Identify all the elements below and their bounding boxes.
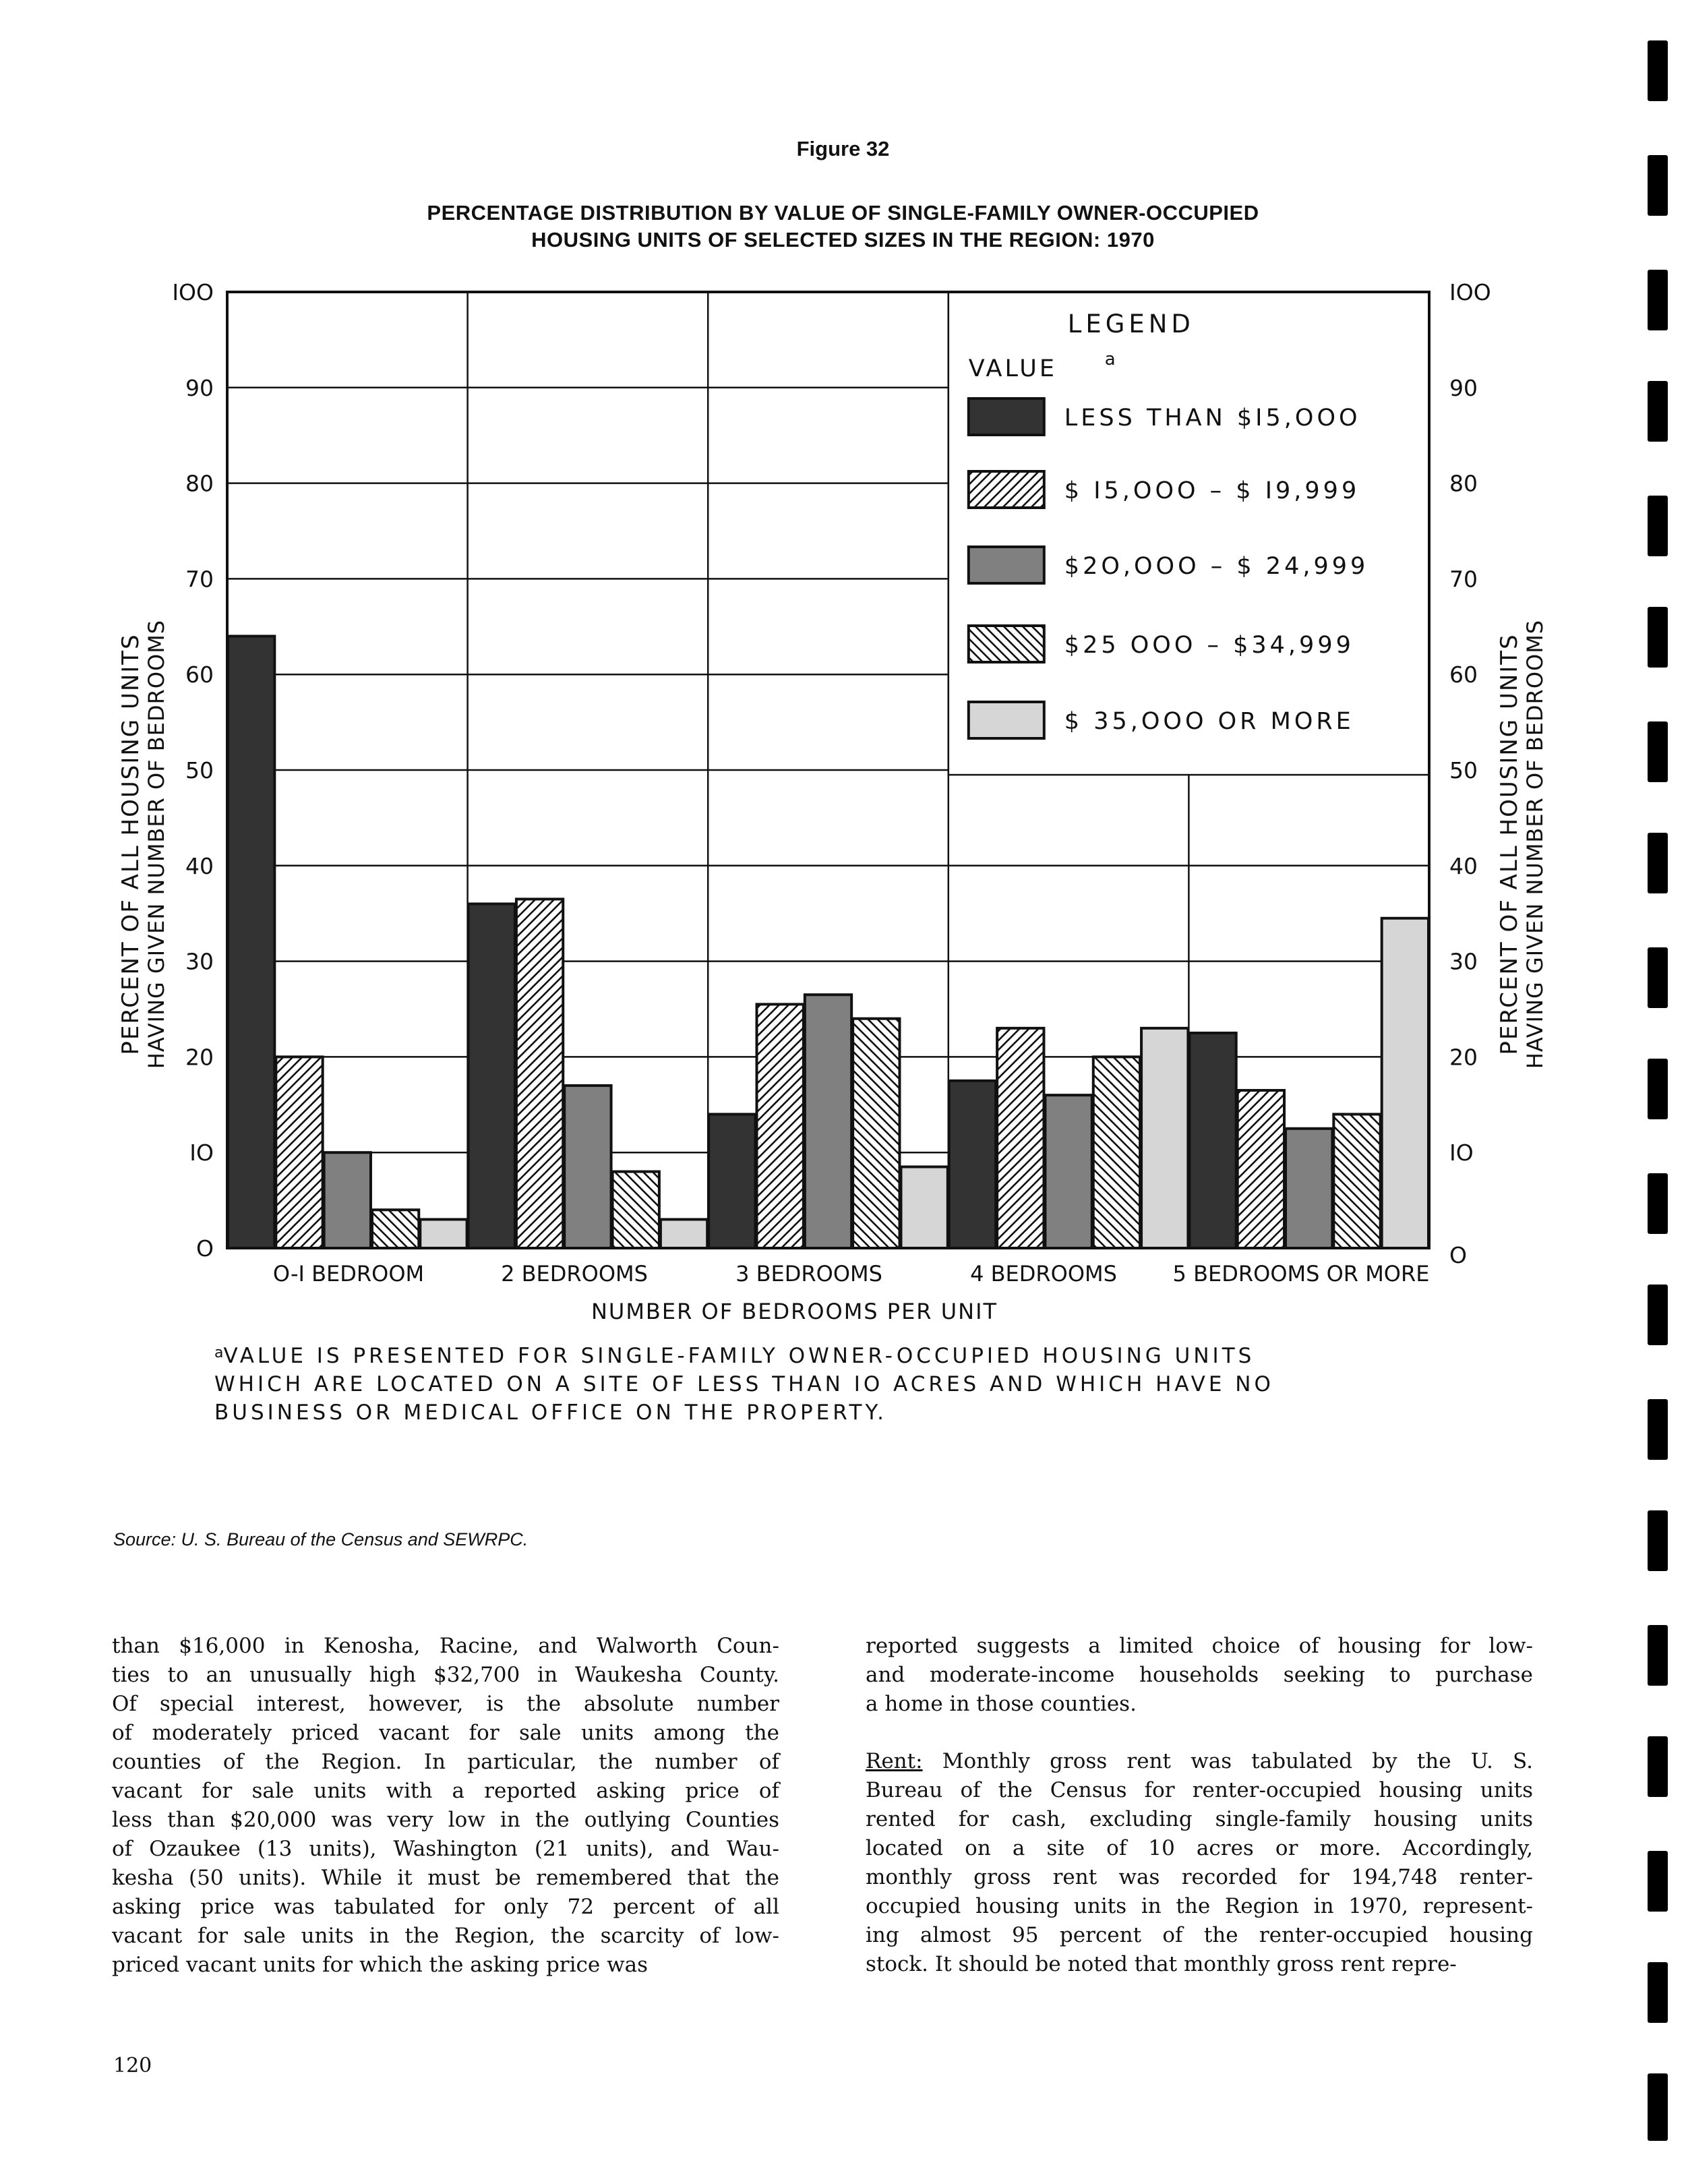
bar-3-3	[805, 995, 851, 1248]
y-tick-label-right: IOO	[1449, 279, 1491, 305]
y-tick-label-left: 60	[185, 661, 214, 688]
body-line: reported suggests a limited choice of housing for low-	[866, 1634, 1533, 1658]
footnote-line3: BUSINESS OR MEDICAL OFFICE ON THE PROPERTY.	[214, 1400, 887, 1425]
binding-mark	[1648, 947, 1668, 1008]
body-line: asking price was tabulated for only 72 percent of all	[112, 1895, 779, 1919]
bar-5-1	[420, 1219, 466, 1248]
body-line: kesha (50 units). While it must be remembered that the	[112, 1866, 779, 1890]
binding-mark	[1648, 381, 1668, 442]
y-tick-label-left: IO	[189, 1140, 214, 1167]
y-tick-label-right: 80	[1449, 470, 1478, 497]
footnote-mark: a	[214, 1345, 224, 1361]
legend-swatch-5	[969, 702, 1044, 738]
legend-label-1: LESS THAN $I5,OOO	[1064, 405, 1361, 432]
figure-title-line1: PERCENTAGE DISTRIBUTION BY VALUE OF SINGLE-FAMILY OWNER-OCCUPIED	[427, 201, 1259, 225]
body-column-right	[866, 1632, 1533, 1979]
body-line: rented for cash, excluding single-family housing units	[866, 1807, 1533, 1831]
binding-mark	[1648, 1962, 1668, 2023]
legend-swatch-3	[969, 547, 1044, 583]
binding-mark	[1648, 2073, 1668, 2141]
y-axis-title-right-1: PERCENT OF ALL HOUSING UNITS	[1496, 633, 1523, 1055]
y-tick-label-left: 30	[185, 948, 214, 975]
body-line: counties of the Region. In particular, the number of	[112, 1750, 779, 1774]
legend-label-4: $25 OOO – $34,999	[1064, 632, 1354, 659]
body-line: of moderately priced vacant for sale units among the	[112, 1721, 779, 1745]
bar-1-5	[1189, 1033, 1236, 1248]
bar-3-1	[324, 1152, 371, 1248]
body-line: and moderate-income households seeking to purchase	[866, 1663, 1533, 1687]
body-line: occupied housing units in the Region in 1970, represent-	[866, 1894, 1533, 1918]
body-paragraph-right-1	[866, 1632, 1533, 1719]
bar-4-3	[853, 1019, 899, 1248]
bar-4-1	[372, 1210, 419, 1248]
binding-mark	[1648, 1851, 1668, 1912]
y-tick-label-right: IO	[1449, 1140, 1474, 1167]
binding-mark	[1648, 1399, 1668, 1460]
legend-title: LEGEND	[1067, 309, 1195, 338]
body-line: ing almost 95 percent of the renter-occupied housing	[866, 1923, 1533, 1947]
y-tick-label-left: 70	[185, 566, 214, 593]
binding-mark	[1648, 1510, 1668, 1571]
bar-5-4	[1141, 1028, 1188, 1248]
legend-label-5: $ 35,OOO OR MORE	[1064, 708, 1354, 735]
bar-5-2	[661, 1219, 707, 1248]
bar-4-5	[1333, 1114, 1380, 1248]
body-line: less than $20,000 was very low in the outlying Counties	[112, 1808, 779, 1832]
y-tick-label-right: 30	[1449, 948, 1478, 975]
binding-mark	[1648, 1625, 1668, 1686]
legend-label-2: $ I5,OOO – $ I9,999	[1064, 477, 1360, 504]
y-axis-title-left-1: PERCENT OF ALL HOUSING UNITS	[117, 633, 144, 1055]
bar-3-2	[564, 1086, 611, 1248]
bar-3-5	[1286, 1129, 1332, 1248]
y-tick-label-right: 40	[1449, 852, 1478, 879]
body-line: a home in those counties.	[866, 1692, 1137, 1716]
source-note: Source: U. S. Bureau of the Census and SEWRPC.	[113, 1529, 529, 1550]
bar-2-4	[997, 1028, 1044, 1248]
bar-1-4	[949, 1081, 996, 1248]
y-tick-label-left: O	[196, 1235, 214, 1262]
y-tick-label-right: 90	[1449, 374, 1478, 401]
y-tick-label-left: 80	[185, 470, 214, 497]
binding-mark	[1648, 721, 1668, 782]
bar-1-1	[228, 636, 274, 1248]
body-line: Of special interest, however, is the absolute number	[112, 1692, 779, 1716]
bar-1-2	[469, 904, 515, 1248]
binding-mark	[1648, 833, 1668, 893]
x-category-label: 3 BEDROOMS	[735, 1261, 882, 1287]
bar-4-4	[1093, 1057, 1140, 1248]
body-line: Bureau of the Census for renter-occupied housing units	[866, 1778, 1533, 1802]
footnote-text-1: VALUE IS PRESENTED FOR SINGLE-FAMILY OWNER-OCCUPIED HOUSING UNITS	[223, 1344, 1255, 1368]
bar-5-3	[901, 1167, 947, 1248]
body-line: located on a site of 10 acres or more. Accordingly,	[866, 1836, 1533, 1860]
binding-mark	[1648, 1736, 1668, 1797]
binding-mark	[1648, 40, 1668, 101]
bar-1-3	[709, 1114, 755, 1248]
binding-mark	[1648, 1059, 1668, 1119]
figure-title-line2: HOUSING UNITS OF SELECTED SIZES IN THE REGION: 1970	[531, 228, 1155, 252]
rent-label: Rent:	[866, 1749, 923, 1773]
x-category-label: 2 BEDROOMS	[501, 1261, 648, 1287]
binding-mark	[1648, 1173, 1668, 1234]
body-line: ties to an unusually high $32,700 in Waukesha County.	[112, 1663, 779, 1687]
bar-4-2	[613, 1172, 659, 1248]
legend-label-3: $2O,OOO – $ 24,999	[1064, 553, 1369, 580]
body-line: of Ozaukee (13 units), Washington (21 units), and Wau-	[112, 1837, 779, 1861]
y-axis-title-right-2: HAVING GIVEN NUMBER OF BEDROOMS	[1522, 619, 1548, 1069]
x-axis-title: NUMBER OF BEDROOMS PER UNIT	[591, 1299, 998, 1324]
y-tick-label-left: 50	[185, 757, 214, 784]
body-line: than $16,000 in Kenosha, Racine, and Walworth Coun-	[112, 1634, 779, 1658]
figure-number: Figure 32	[796, 137, 890, 160]
y-tick-label-left: IOO	[172, 279, 214, 305]
bar-3-4	[1045, 1095, 1091, 1248]
chart-legend	[969, 309, 1368, 738]
binding-mark	[1648, 1285, 1668, 1345]
bar-5-5	[1382, 918, 1428, 1248]
binding-mark	[1648, 155, 1668, 216]
y-tick-label-right: 50	[1449, 757, 1478, 784]
y-axis-title-left-2: HAVING GIVEN NUMBER OF BEDROOMS	[144, 619, 169, 1069]
binding-mark	[1648, 496, 1668, 556]
body-line	[866, 1747, 1533, 1776]
y-tick-label-right: 70	[1449, 566, 1478, 593]
y-tick-label-right: 20	[1449, 1044, 1478, 1071]
body-paragraph-left	[112, 1632, 779, 1980]
y-tick-label-left: 90	[185, 374, 214, 401]
y-tick-label-right: 60	[1449, 661, 1478, 688]
legend-swatch-1	[969, 399, 1044, 435]
body-line: vacant for sale units with a reported asking price of	[112, 1779, 779, 1803]
y-tick-label-right: O	[1449, 1242, 1467, 1268]
legend-subtitle: VALUE	[968, 355, 1057, 382]
legend-subtitle-mark: a	[1104, 349, 1116, 370]
bar-2-2	[516, 899, 563, 1248]
y-tick-label-left: 40	[185, 852, 214, 879]
bar-2-3	[757, 1004, 804, 1248]
x-category-label: O-I BEDROOM	[272, 1261, 425, 1287]
body-paragraph-right-2	[866, 1747, 1533, 1979]
bar-2-5	[1238, 1090, 1284, 1248]
y-tick-label-left: 20	[185, 1044, 214, 1071]
body-line: monthly gross rent was recorded for 194,748 renter-	[866, 1865, 1533, 1889]
binding-mark	[1648, 270, 1668, 330]
body-column-left	[112, 1632, 779, 1980]
footnote-line2: WHICH ARE LOCATED ON A SITE OF LESS THAN IO ACRES AND WHICH HAVE NO	[214, 1372, 1274, 1396]
body-line: vacant for sale units in the Region, the scarcity of low-	[112, 1924, 779, 1948]
rent-first-line: Monthly gross rent was tabulated by the U. S.	[922, 1749, 1533, 1773]
x-category-label: 4 BEDROOMS	[970, 1261, 1117, 1287]
body-line: priced vacant units for which the asking price was	[112, 1953, 649, 1977]
legend-swatch-2	[969, 471, 1044, 508]
footnote-line1	[214, 1342, 1495, 1370]
x-category-label: 5 BEDROOMS OR MORE	[1172, 1261, 1430, 1287]
legend-swatch-4	[969, 626, 1044, 662]
bar-2-1	[276, 1057, 322, 1248]
page-number: 120	[113, 2054, 152, 2077]
binding-mark	[1648, 607, 1668, 668]
body-line: stock. It should be noted that monthly gross rent repre-	[866, 1952, 1457, 1976]
